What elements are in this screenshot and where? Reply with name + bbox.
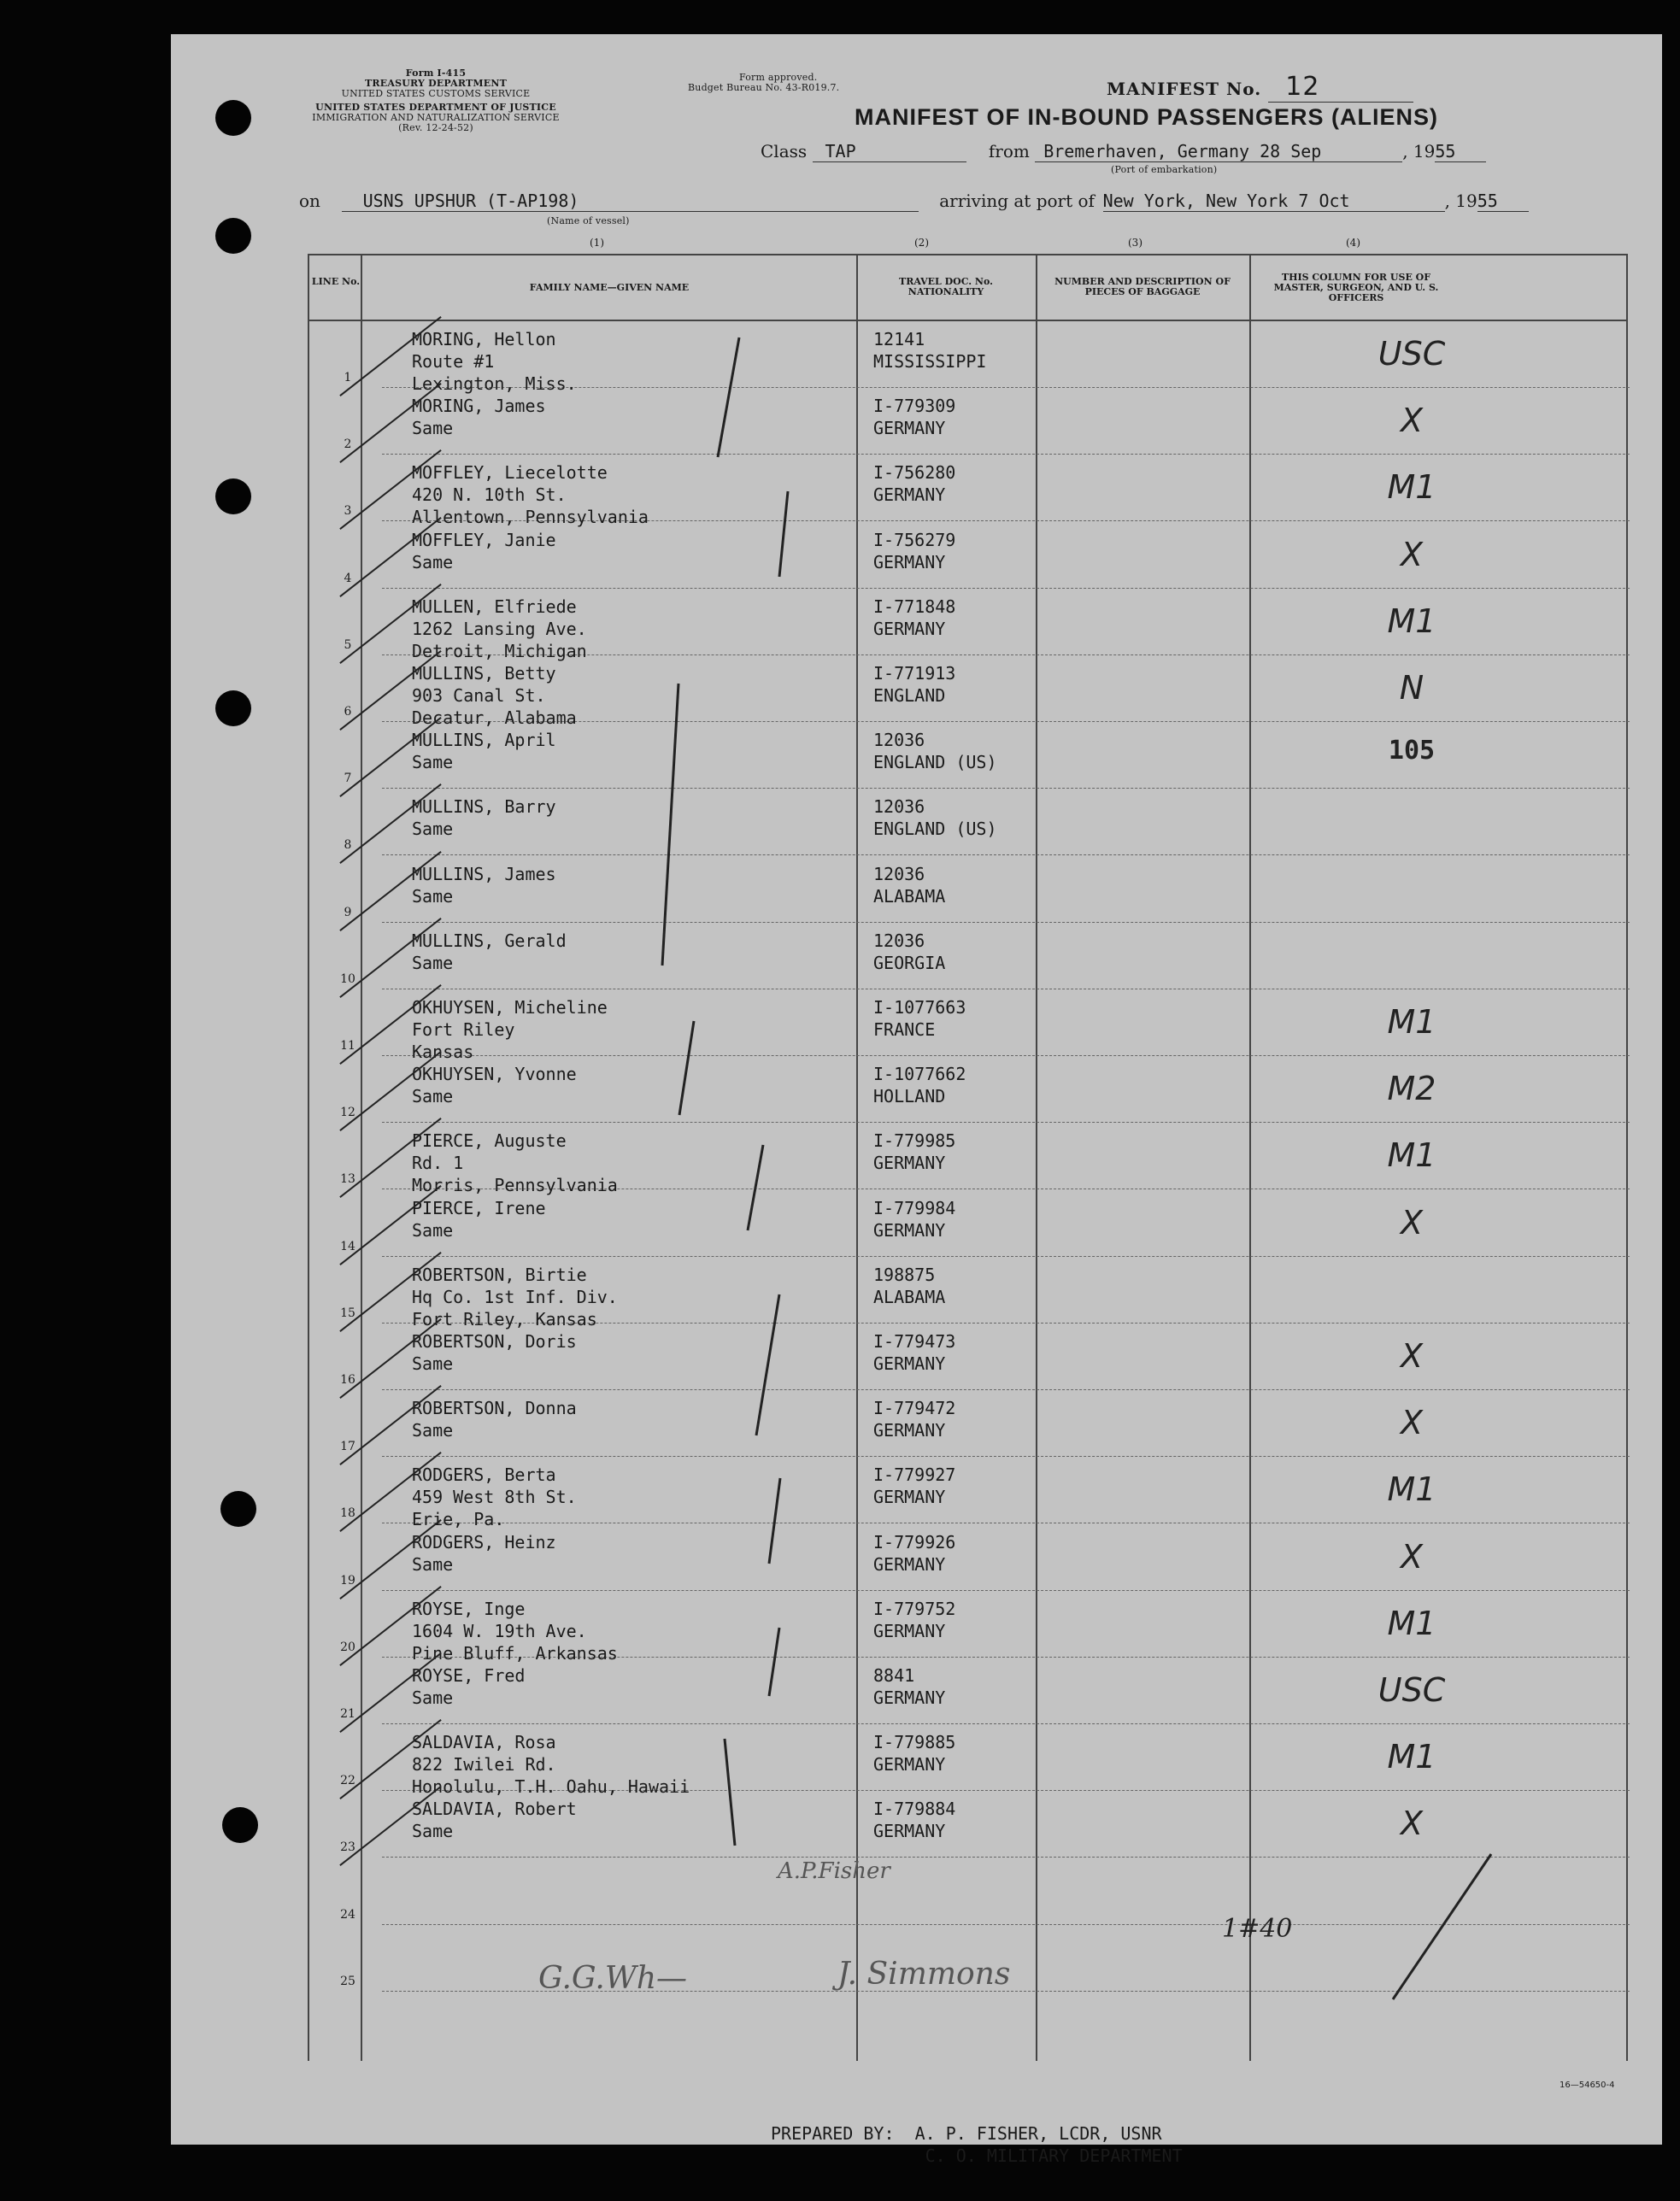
manifest-number-value: 12 xyxy=(1268,72,1413,103)
official-mark: X xyxy=(1400,402,1424,440)
th-official-use: THIS COLUMN FOR USE OF MASTER, SURGEON, AND U. S. OFFICERS xyxy=(1273,272,1439,303)
table-row xyxy=(309,1324,1630,1390)
form-approval xyxy=(688,73,839,93)
punch-holes xyxy=(0,0,171,2201)
table-row xyxy=(309,923,1630,989)
passenger-name: RODGERS, Heinz Same xyxy=(412,1531,556,1575)
passenger-name: ROYSE, Fred Same xyxy=(412,1665,526,1708)
table-row xyxy=(309,1524,1630,1591)
ins-service: IMMIGRATION AND NATURALIZATION SERVICE xyxy=(312,112,560,123)
col-number-4: (4) xyxy=(1346,237,1360,249)
justice-dept: UNITED STATES DEPARTMENT OF JUSTICE xyxy=(315,102,556,113)
passenger-name: MULLEN, Elfriede 1262 Lansing Ave. Detroit, Michigan xyxy=(412,596,587,661)
table-row xyxy=(309,1257,1630,1329)
handwritten-signature: G.G.Wh— xyxy=(538,1961,688,1996)
line-number: 11 xyxy=(340,1039,355,1053)
official-mark: X xyxy=(1400,1203,1424,1241)
from-value: Bremerhaven, Germany 28 Sep xyxy=(1035,141,1402,162)
travel-doc-nationality: I-779884 GERMANY xyxy=(873,1799,956,1842)
official-mark: M1 xyxy=(1387,602,1436,640)
punch-hole xyxy=(222,1807,258,1843)
table-row xyxy=(309,321,1630,394)
manifest-number xyxy=(1107,72,1413,103)
line-number: 9 xyxy=(344,905,352,919)
travel-doc-nationality: I-779985 GERMANY xyxy=(873,1130,956,1174)
travel-doc-nationality: 12036 ENGLAND (US) xyxy=(873,730,997,773)
official-mark: USC xyxy=(1377,1671,1446,1709)
handwritten-signature: A.P.Fisher xyxy=(778,1858,890,1884)
manifest-page xyxy=(171,34,1662,2166)
passenger-name: RODGERS, Berta 459 West 8th St. Erie, Pa. xyxy=(412,1464,577,1530)
official-mark: M1 xyxy=(1387,1470,1436,1509)
approved-text: Form approved. xyxy=(739,72,818,83)
table-row xyxy=(309,722,1630,789)
passenger-name: ROBERTSON, Doris Same xyxy=(412,1331,577,1374)
punch-hole xyxy=(215,218,251,254)
travel-doc-nationality: 12036 GEORGIA xyxy=(873,930,946,973)
th-baggage: NUMBER AND DESCRIPTION OF PIECES OF BAGGAGE xyxy=(1054,276,1231,297)
table-row xyxy=(309,455,1630,528)
passenger-name: MULLINS, Gerald Same xyxy=(412,930,567,973)
line-number: 2 xyxy=(344,437,352,452)
table-row xyxy=(309,856,1630,923)
line-number: 17 xyxy=(340,1440,355,1454)
from-label: from xyxy=(988,141,1030,161)
table-row xyxy=(309,1658,1630,1724)
manifest-label: MANIFEST No. xyxy=(1107,79,1262,99)
line-number: 19 xyxy=(340,1573,355,1588)
table-row xyxy=(309,1390,1630,1457)
budget-bureau: Budget Bureau No. 43-R019.7. xyxy=(688,82,840,93)
form-id: Form I-415 xyxy=(405,67,467,79)
passenger-name: PIERCE, Irene Same xyxy=(412,1197,546,1241)
form-stock-code: 16—54650-4 xyxy=(1560,2081,1615,2090)
travel-doc-nationality: I-771848 GERMANY xyxy=(873,596,956,639)
table-row xyxy=(309,1056,1630,1123)
passenger-name: MOFFLEY, Janie Same xyxy=(412,529,556,572)
table-row xyxy=(309,1724,1630,1798)
line-number: 25 xyxy=(340,1974,355,1988)
line-number: 10 xyxy=(340,971,355,986)
class-value: TAP xyxy=(813,141,966,162)
travel-doc-nationality: I-1077662 HOLLAND xyxy=(873,1064,966,1107)
travel-doc-nationality: 12141 MISSISSIPPI xyxy=(873,329,987,372)
count-note: 1#40 xyxy=(1222,1914,1293,1944)
official-mark: 105 xyxy=(1388,736,1436,766)
port-of-embarkation-caption: (Port of embarkation) xyxy=(1111,164,1218,175)
official-mark: N xyxy=(1399,669,1424,707)
travel-doc-nationality: I-779927 GERMANY xyxy=(873,1464,956,1508)
class-label: Class xyxy=(761,141,808,161)
page-title: MANIFEST OF IN-BOUND PASSENGERS (ALIENS) xyxy=(855,104,1439,130)
vessel-line xyxy=(299,191,1624,212)
line-number: 8 xyxy=(344,838,352,853)
line-number: 4 xyxy=(344,571,352,585)
travel-doc-nationality: 12036 ENGLAND (US) xyxy=(873,796,997,840)
th-line-no: LINE No. xyxy=(311,276,361,287)
table-row xyxy=(309,589,1630,661)
form-agency-header xyxy=(299,68,573,133)
line-number: 20 xyxy=(340,1640,355,1654)
table-row xyxy=(309,989,1630,1062)
line-number: 12 xyxy=(340,1106,355,1120)
line-number: 5 xyxy=(344,637,352,652)
revision: (Rev. 12-24-52) xyxy=(398,122,473,133)
official-mark: M1 xyxy=(1387,1738,1436,1776)
passenger-name: ROYSE, Inge 1604 W. 19th Ave. Pine Bluff, Arkansas xyxy=(412,1598,618,1664)
line-number: 18 xyxy=(340,1506,355,1521)
official-mark: X xyxy=(1400,1337,1424,1375)
passenger-name: MULLINS, Barry Same xyxy=(412,796,556,840)
travel-doc-nationality: I-756280 GERMANY xyxy=(873,462,956,506)
table-row xyxy=(309,789,1630,855)
passenger-name: MULLINS, April Same xyxy=(412,730,556,773)
travel-doc-nationality: I-779926 GERMANY xyxy=(873,1531,956,1575)
customs-service: UNITED STATES CUSTOMS SERVICE xyxy=(341,88,531,99)
official-mark: M1 xyxy=(1387,468,1436,507)
passenger-name: MOFFLEY, Liecelotte 420 N. 10th St. Allentown, Pennsylvania xyxy=(412,462,649,528)
official-mark: M1 xyxy=(1387,1003,1436,1041)
vessel-name: USNS UPSHUR (T-AP198) xyxy=(342,191,919,212)
passenger-name: PIERCE, Auguste Rd. 1 Morris, Pennsylvania xyxy=(412,1130,618,1196)
line-number: 21 xyxy=(340,1707,355,1721)
line-number: 6 xyxy=(344,705,352,719)
official-mark: X xyxy=(1400,535,1424,573)
table-row xyxy=(309,388,1630,455)
prepared-by: PREPARED BY: A. P. FISHER, LCDR, USNR C. O. MILITARY DEPARTMENT xyxy=(771,2123,1183,2166)
line-number: 24 xyxy=(340,1907,355,1922)
table-row xyxy=(309,1190,1630,1257)
table-row xyxy=(309,655,1630,728)
punch-hole xyxy=(215,478,251,514)
travel-doc-nationality: I-779472 GERMANY xyxy=(873,1398,956,1441)
passenger-name: SALDAVIA, Robert Same xyxy=(412,1799,577,1842)
line-number: 1 xyxy=(344,371,352,384)
official-mark: USC xyxy=(1377,335,1446,373)
passenger-name: SALDAVIA, Rosa 822 Iwilei Rd. Honolulu, T.H. Oahu, Hawaii xyxy=(412,1732,690,1798)
official-mark: M1 xyxy=(1387,1136,1436,1175)
official-mark: X xyxy=(1400,1404,1424,1442)
travel-doc-nationality: I-1077663 FRANCE xyxy=(873,997,966,1040)
line-number: 3 xyxy=(344,504,352,519)
punch-hole xyxy=(215,100,251,136)
table-row xyxy=(309,1591,1630,1664)
col-number-3: (3) xyxy=(1128,237,1143,249)
vessel-caption: (Name of vessel) xyxy=(547,215,630,226)
travel-doc-nationality: I-779752 GERMANY xyxy=(873,1598,956,1641)
official-mark: X xyxy=(1400,1537,1424,1576)
col-number-2: (2) xyxy=(914,237,929,249)
passenger-name: MORING, James Same xyxy=(412,396,546,439)
passenger-name: MULLINS, Betty 903 Canal St. Decatur, Alabama xyxy=(412,663,577,728)
line-number: 13 xyxy=(340,1172,355,1187)
col-number-1: (1) xyxy=(590,237,604,249)
treasury-dept: TREASURY DEPARTMENT xyxy=(365,78,507,89)
passenger-name: ROBERTSON, Birtie Hq Co. 1st Inf. Div. Fort Riley, Kansas xyxy=(412,1264,618,1329)
official-mark: M2 xyxy=(1387,1070,1436,1108)
line-number: 22 xyxy=(340,1774,355,1788)
punch-hole xyxy=(220,1491,256,1527)
on-label: on xyxy=(299,191,320,211)
table-row xyxy=(309,522,1630,589)
travel-doc-nationality: 198875 ALABAMA xyxy=(873,1264,946,1307)
travel-doc-nationality: I-779309 GERMANY xyxy=(873,396,956,439)
travel-doc-nationality: I-779885 GERMANY xyxy=(873,1732,956,1775)
travel-doc-nationality: 8841 GERMANY xyxy=(873,1665,946,1708)
th-name: FAMILY NAME—GIVEN NAME xyxy=(529,282,690,293)
passenger-name: MULLINS, James Same xyxy=(412,863,556,907)
line-number: 7 xyxy=(344,772,352,786)
table-row xyxy=(309,1858,1630,1925)
passenger-name: MORING, Hellon Route #1 Lexington, Miss. xyxy=(412,329,577,394)
punch-hole xyxy=(215,690,251,726)
arrival-year-prefix: , 19 xyxy=(1444,191,1477,211)
handwritten-signature: J. Simmons xyxy=(837,1957,1011,1992)
travel-doc-nationality: I-779984 GERMANY xyxy=(873,1197,956,1241)
passenger-name: OKHUYSEN, Micheline Fort Riley Kansas xyxy=(412,997,608,1062)
year-prefix: , 19 xyxy=(1402,141,1436,161)
th-travel-doc: TRAVEL DOC. No. NATIONALITY xyxy=(899,276,993,297)
official-mark: X xyxy=(1400,1805,1424,1843)
travel-doc-nationality: I-756279 GERMANY xyxy=(873,529,956,572)
line-number: 16 xyxy=(340,1373,355,1387)
line-number: 15 xyxy=(340,1306,355,1320)
arriving-label: arriving at port of xyxy=(939,191,1095,211)
arrival-year: 55 xyxy=(1477,191,1529,212)
passenger-name: OKHUYSEN, Yvonne Same xyxy=(412,1064,577,1107)
travel-doc-nationality: I-779473 GERMANY xyxy=(873,1331,956,1374)
table-row xyxy=(309,1123,1630,1196)
table-row xyxy=(309,1791,1630,1858)
travel-doc-nationality: 12036 ALABAMA xyxy=(873,863,946,907)
arrival-port-value: New York, New York 7 Oct xyxy=(1103,191,1445,212)
passenger-name: ROBERTSON, Donna Same xyxy=(412,1398,577,1441)
official-mark: M1 xyxy=(1387,1604,1436,1642)
from-year: 55 xyxy=(1435,141,1486,162)
line-number: 14 xyxy=(340,1239,355,1253)
line-number: 23 xyxy=(340,1840,355,1855)
travel-doc-nationality: I-771913 ENGLAND xyxy=(873,663,956,706)
table-row xyxy=(309,1457,1630,1530)
class-from-line xyxy=(761,141,1486,162)
